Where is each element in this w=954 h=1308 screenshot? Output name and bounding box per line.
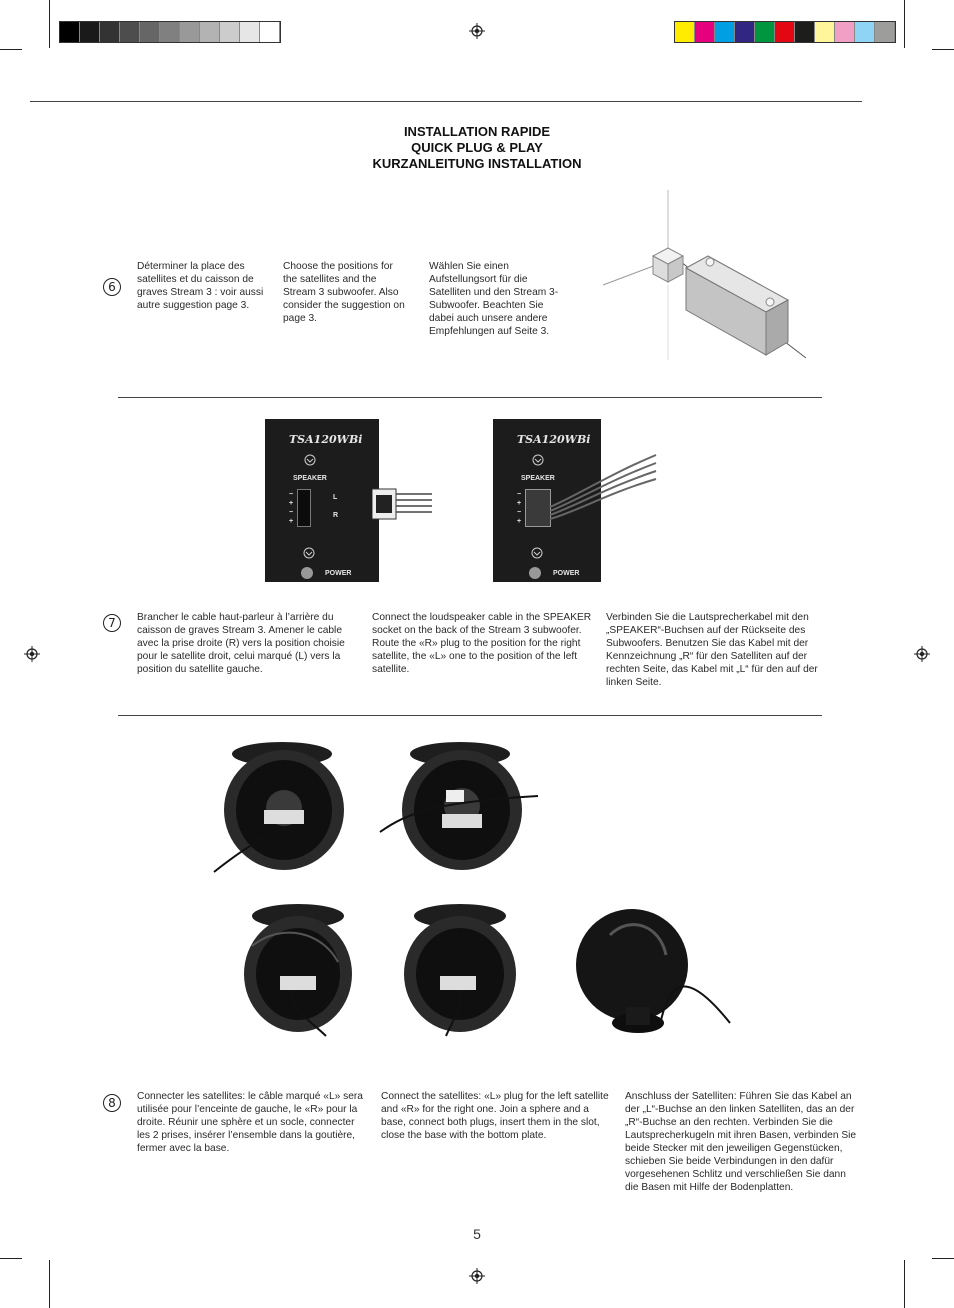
power-label: POWER <box>553 570 580 577</box>
section-divider <box>118 397 822 398</box>
crop-mark <box>0 49 22 50</box>
subwoofer-back-panel-unplugged <box>265 419 379 582</box>
speaker-label: SPEAKER <box>521 475 555 482</box>
process-color-swatch <box>695 22 715 42</box>
crop-mark <box>49 0 50 48</box>
power-label: POWER <box>325 570 352 577</box>
step-number-7: 7 <box>103 614 121 632</box>
process-color-swatch <box>835 22 855 42</box>
crop-mark <box>904 1260 905 1308</box>
registration-mark-icon <box>24 646 40 662</box>
model-label: TSA120WBi <box>517 433 591 446</box>
process-color-swatch <box>715 22 735 42</box>
header-rule <box>30 101 862 102</box>
satellite-base-photo-4 <box>400 902 520 1037</box>
assembled-satellite-speaker-photo <box>570 905 732 1045</box>
left-mark: L <box>333 494 338 501</box>
polarity-plus: + <box>517 500 522 507</box>
grayscale-swatch <box>80 22 100 42</box>
process-color-bar <box>674 21 896 43</box>
polarity-plus: + <box>289 518 294 525</box>
crop-mark <box>904 0 905 48</box>
crop-mark <box>49 1260 50 1308</box>
satellite-base-photo-1 <box>212 740 352 875</box>
fuse-icon <box>303 547 315 559</box>
step-number-6: 6 <box>103 278 121 296</box>
process-color-swatch <box>735 22 755 42</box>
step7-text-fr: Brancher le cable haut-parleur à l’arrière du caisson de graves Stream 3. Amener le cable avec la prise droite (R) vers la position choisie pour le satellite droit, celui marqué (L) vers la position du satellite gauche. <box>137 612 345 675</box>
title-line-fr: INSTALLATION RAPIDE <box>403 124 551 139</box>
grayscale-swatch <box>260 22 280 42</box>
grayscale-swatch <box>100 22 120 42</box>
process-color-swatch <box>775 22 795 42</box>
process-color-swatch <box>875 22 895 42</box>
crop-mark <box>932 49 954 50</box>
polarity-minus: − <box>517 491 522 498</box>
grayscale-swatch <box>60 22 80 42</box>
step7-text-en: Connect the loudspeaker cable in the SPEAKER socket on the back of the Stream 3 subwoofer. Route the «R» plug to the position for the right satellite, the «L» one to the position of the left satellite. <box>372 612 592 675</box>
process-color-swatch <box>855 22 875 42</box>
plugged-cable-bundle <box>548 445 658 525</box>
power-led <box>301 567 313 579</box>
process-color-swatch <box>755 22 775 42</box>
speaker-socket <box>297 489 311 527</box>
polarity-minus: − <box>289 509 294 516</box>
power-led <box>529 567 541 579</box>
crop-mark <box>932 1258 954 1259</box>
process-color-swatch <box>815 22 835 42</box>
step6-text-fr: Déterminer la place des satellites et du caisson de graves Stream 3 : voir aussi autre suggestion page 3. <box>137 261 264 311</box>
grayscale-swatch <box>240 22 260 42</box>
polarity-plus: + <box>517 518 522 525</box>
grayscale-swatch <box>120 22 140 42</box>
step8-text-de: Anschluss der Satelliten: Führen Sie das Kabel an der „L“-Buchse an den linken Satelliten, das an der „R“-Buchse an den rechten. Verbinden Sie die Lautsprecherkugeln mit ihren Basen, verbinden Sie beide Stecker mit den jeweiligen Gegenstücken, schieben Sie beide Verbindungen in den dafür vorgesehenen Schlitz und verschließen Sie dann die Basen mit Hilfe der Bodenplatten. <box>625 1091 857 1193</box>
registration-mark-icon <box>914 646 930 662</box>
step7-text-de: Verbinden Sie die Lautsprecherkabel mit den „SPEAKER“-Buchsen auf der Rückseite des Subwoofers. Benutzen Sie das Kabel mit der Kennzeichnung „R“ für den Satelliten auf der rechten Seite, das Kabel mit „L“ für den auf der linken Seite. <box>606 612 818 688</box>
chevron-down-icon <box>532 453 544 467</box>
grayscale-swatch <box>140 22 160 42</box>
grayscale-swatch <box>180 22 200 42</box>
step-number-8: 8 <box>103 1094 121 1112</box>
step8-text-fr: Connecter les satellites: le câble marqué «L» sera utilisée pour l’enceinte de gauche, le «R» pour la droite. Réunir une sphère et un socle, connecter les 2 prises, insérer l’ensemble dans la goutière, fermer avec la base. <box>137 1091 363 1154</box>
satellite-base-photo-3 <box>242 902 354 1037</box>
grayscale-swatch <box>160 22 180 42</box>
polarity-minus: − <box>517 509 522 516</box>
polarity-plus: + <box>289 500 294 507</box>
grayscale-swatch <box>200 22 220 42</box>
page-title <box>0 124 954 172</box>
registration-mark-icon <box>469 23 485 39</box>
title-line-en: QUICK PLUG & PLAY <box>411 140 543 155</box>
step8-text-en: Connect the satellites: «L» plug for the left satellite and «R» for the right one. Join a sphere and a base, connect both plugs, insert them in the slot, close the base with the bottom plate. <box>381 1091 609 1141</box>
process-color-swatch <box>675 22 695 42</box>
fuse-icon <box>531 547 543 559</box>
model-label: TSA120WBi <box>289 433 363 446</box>
chevron-down-icon <box>304 453 316 467</box>
grayscale-color-bar <box>59 21 281 43</box>
step6-text-en: Choose the positions for the satellites and the Stream 3 subwoofer. Also consider the suggestion on page 3. <box>283 261 405 324</box>
section-divider <box>118 715 822 716</box>
satellite-base-photo-2 <box>378 740 548 875</box>
crop-mark <box>0 1258 22 1259</box>
speaker-cable-connector <box>372 485 432 525</box>
title-line-de: KURZANLEITUNG INSTALLATION <box>372 156 582 171</box>
page-number: 5 <box>473 1226 481 1242</box>
polarity-minus: − <box>289 491 294 498</box>
speaker-label: SPEAKER <box>293 475 327 482</box>
right-mark: R <box>333 512 339 519</box>
room-placement-illustration <box>598 190 810 365</box>
grayscale-swatch <box>220 22 240 42</box>
step6-text-de: Wählen Sie einen Aufstellungsort für die Satelliten und den Stream 3-Subwoofer. Beachten Sie dabei auch unsere andere Empfehlungen auf Seite 3. <box>429 261 559 337</box>
registration-mark-icon <box>469 1268 485 1284</box>
process-color-swatch <box>795 22 815 42</box>
